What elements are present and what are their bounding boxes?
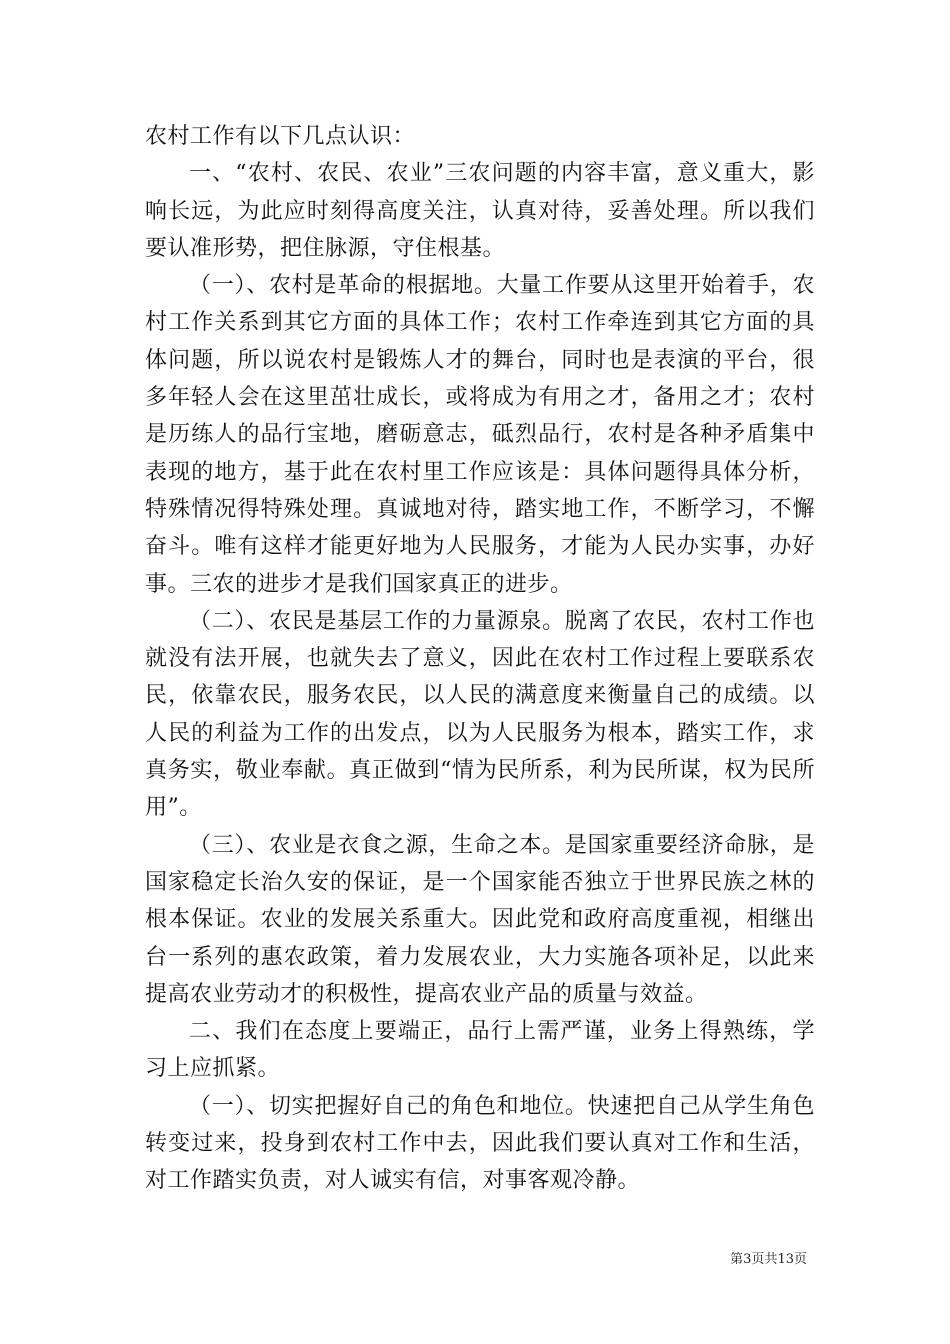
- intro-paragraph: 农村工作有以下几点认识：: [145, 124, 416, 149]
- subsection-role-paragraph: （一）、切实把握好自己的角色和地位。快速把自己从学生角色转变过来，投身到农村工作中去，因此我们要认真对工作和生活，对工作踏实负责，对人诚实有信，对事客观冷静。: [145, 1093, 815, 1194]
- document-body: [145, 118, 815, 1200]
- page-number-footer: 第3页共13页: [730, 1252, 807, 1267]
- section-two-paragraph: 二、我们在态度上要端正，品行上需严谨，业务上得熟练，学习上应抓紧。: [145, 1019, 815, 1082]
- subsection-agriculture-paragraph: （三）、农业是衣食之源，生命之本。是国家重要经济命脉，是国家稳定长治久安的保证，是一个国家能否独立于世界民族之林的根本保证。农业的发展关系重大。因此党和政府高度重视，相继出台一系列的惠农政策，着力发展农业，大力实施各项补足，以此来提高农业劳动才的积极性，提高农业产品的质量与效益。: [145, 832, 815, 1007]
- subsection-countryside-paragraph: （一）、农村是革命的根据地。大量工作要从这里开始着手，农村工作关系到其它方面的具体工作；农村工作牵连到其它方面的具体问题，所以说农村是锻炼人才的舞台，同时也是表演的平台，很多年轻人会在这里茁壮成长，或将成为有用之才，备用之才；农村是历练人的品行宝地，磨砺意志，砥烈品行，农村是各种矛盾集中表现的地方，基于此在农村里工作应该是：具体问题得具体分析，特殊情况得特殊处理。真诚地对待，踏实地工作，不断学习，不懈奋斗。唯有这样才能更好地为人民服务，才能为人民办实事，办好事。三农的进步才是我们国家真正的进步。: [145, 273, 815, 597]
- subsection-farmers-paragraph: （二）、农民是基层工作的力量源泉。脱离了农民，农村工作也就没有法开展，也就失去了意义，因此在农村工作过程上要联系农民，依靠农民，服务农民，以人民的满意度来衡量自己的成绩。以人民的利益为工作的出发点，以为人民服务为根本，踏实工作，求真务实，敬业奉献。真正做到“情为民所系，利为民所谋，权为民所用”。: [145, 608, 815, 821]
- section-one-paragraph: 一、“农村、农民、农业”三农问题的内容丰富，意义重大，影响长远，为此应时刻得高度关注，认真对待，妥善处理。所以我们要认准形势，把住脉源，守住根基。: [145, 161, 815, 261]
